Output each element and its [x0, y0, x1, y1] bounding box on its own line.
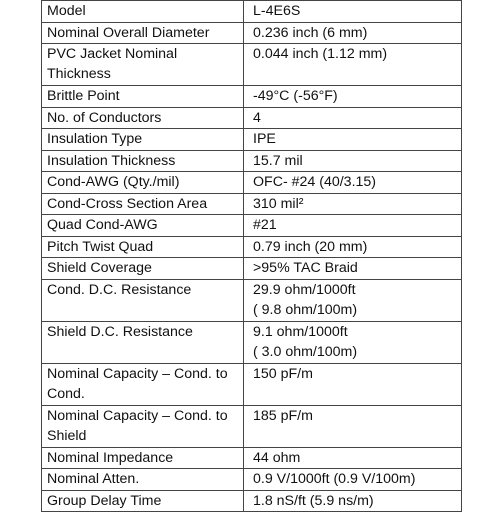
- spec-label: Model: [42, 1, 244, 23]
- spec-label: Nominal Overall Diameter: [42, 22, 244, 44]
- spec-value: 4: [244, 107, 462, 129]
- table-row: [42, 215, 462, 237]
- spec-table-body: [42, 1, 462, 512]
- spec-label: Cond-Cross Section Area: [42, 193, 244, 215]
- spec-value: 0.044 inch (1.12 mm): [244, 44, 462, 86]
- table-row: [42, 107, 462, 129]
- spec-value: #21: [244, 215, 462, 237]
- spec-value: IPE: [244, 129, 462, 151]
- table-row: [42, 490, 462, 512]
- spec-value: >95% TAC Braid: [244, 258, 462, 280]
- spec-value: 44 ohm: [244, 447, 462, 469]
- table-row: [42, 258, 462, 280]
- table-row: [42, 321, 462, 363]
- spec-value: 310 mil²: [244, 193, 462, 215]
- table-row: [42, 22, 462, 44]
- spec-label: No. of Conductors: [42, 107, 244, 129]
- spec-value: OFC- #24 (40/3.15): [244, 172, 462, 194]
- table-row: [42, 193, 462, 215]
- table-row: [42, 86, 462, 108]
- spec-label: Shield D.C. Resistance: [42, 321, 244, 363]
- spec-value: 29.9 ohm/1000ft ( 9.8 ohm/100m): [244, 279, 462, 321]
- table-row: [42, 236, 462, 258]
- spec-value: 15.7 mil: [244, 150, 462, 172]
- table-row: [42, 469, 462, 491]
- spec-label: Nominal Atten.: [42, 469, 244, 491]
- spec-value: 0.9 V/1000ft (0.9 V/100m): [244, 469, 462, 491]
- spec-label: Insulation Type: [42, 129, 244, 151]
- spec-label: Pitch Twist Quad: [42, 236, 244, 258]
- spec-value: 0.236 inch (6 mm): [244, 22, 462, 44]
- spec-label: Nominal Capacity – Cond. to Shield: [42, 405, 244, 447]
- spec-value: 0.79 inch (20 mm): [244, 236, 462, 258]
- spec-label: Nominal Impedance: [42, 447, 244, 469]
- spec-table: [41, 0, 462, 512]
- spec-label: Cond. D.C. Resistance: [42, 279, 244, 321]
- spec-label: Shield Coverage: [42, 258, 244, 280]
- table-row: [42, 1, 462, 23]
- spec-value: 150 pF/m: [244, 363, 462, 405]
- spec-label: Insulation Thickness: [42, 150, 244, 172]
- spec-label: Group Delay Time: [42, 490, 244, 512]
- spec-label: Quad Cond-AWG: [42, 215, 244, 237]
- table-row: [42, 172, 462, 194]
- spec-label: Brittle Point: [42, 86, 244, 108]
- spec-value: 1.8 nS/ft (5.9 ns/m): [244, 490, 462, 512]
- spec-value: 9.1 ohm/1000ft ( 3.0 ohm/100m): [244, 321, 462, 363]
- spec-label: Cond-AWG (Qty./mil): [42, 172, 244, 194]
- spec-value: L-4E6S: [244, 1, 462, 23]
- table-row: [42, 447, 462, 469]
- spec-value: 185 pF/m: [244, 405, 462, 447]
- spec-value: -49°C (-56°F): [244, 86, 462, 108]
- table-row: [42, 129, 462, 151]
- spec-label: Nominal Capacity – Cond. to Cond.: [42, 363, 244, 405]
- spec-label: PVC Jacket Nominal Thickness: [42, 44, 244, 86]
- table-row: [42, 279, 462, 321]
- table-row: [42, 405, 462, 447]
- table-row: [42, 150, 462, 172]
- table-row: [42, 44, 462, 86]
- table-row: [42, 363, 462, 405]
